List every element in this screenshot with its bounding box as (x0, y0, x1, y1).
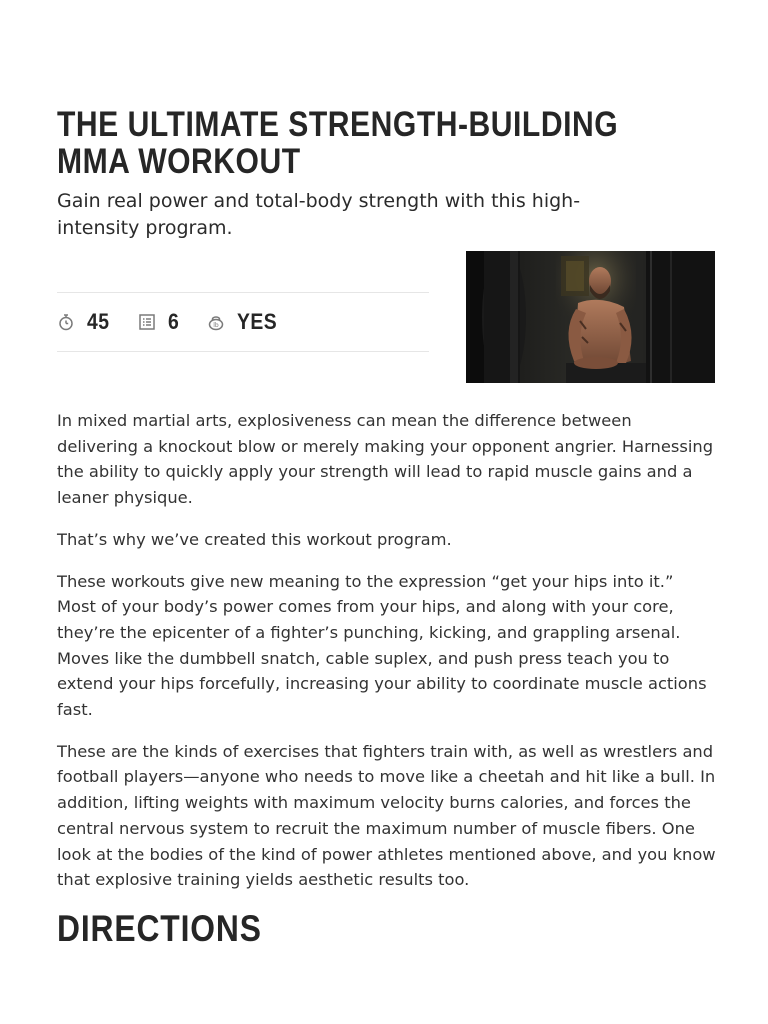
article-body (57, 408, 717, 949)
body-paragraph: These workouts give new meaning to the expression “get your hips into it.” Most of your body’s power comes from your hips, and along with your core, they’re the epicenter of a fighter’s punching, kicking, and grappling arsenal. Moves like the dumbbell snatch, cable suplex, and push press teach you to extend your hips forcefully, increasing your ability to coordinate muscle actions fast. (57, 571, 707, 720)
hero-image (466, 251, 715, 383)
stat-gym (207, 309, 283, 335)
page-subtitle: Gain real power and total-body strength with this high-intensity program. (57, 190, 581, 239)
checklist-icon (138, 313, 156, 331)
kettlebell-icon (207, 313, 225, 331)
stat-duration-value: 45 (87, 309, 110, 334)
body-paragraph: In mixed martial arts, explosiveness can mean the difference between delivering a knockout blow or merely making your opponent angrier. Harnessing the ability to quickly apply your strength will lead to rapid muscle gains and a leaner physique. (57, 411, 714, 508)
workout-stats (57, 292, 429, 352)
body-paragraph: That’s why we’ve created this workout program. (57, 529, 452, 549)
body-paragraph: These are the kinds of exercises that fighters train with, as well as wrestlers and football players—anyone who needs to move like a cheetah and hit like a bull. In addition, lifting weights with maximum velocity burns calories, and forces the central nervous system to recruit the maximum number of muscle fibers. One look at the bodies of the kind of power athletes mentioned above, and you know that explosive training yields aesthetic results too. (57, 741, 716, 890)
page-title: THE ULTIMATE STRENGTH-BUILDING MMA WORKOUT (57, 105, 619, 181)
svg-text:lb: lb (213, 322, 219, 329)
stat-workouts (138, 309, 181, 335)
stat-gym-value: YES (237, 309, 278, 334)
stopwatch-icon (57, 313, 75, 331)
article (57, 106, 717, 242)
meta-row (57, 251, 717, 383)
stat-workouts-value: 6 (168, 309, 180, 334)
stat-duration (57, 309, 112, 335)
section-heading-directions: DIRECTIONS (57, 907, 262, 949)
